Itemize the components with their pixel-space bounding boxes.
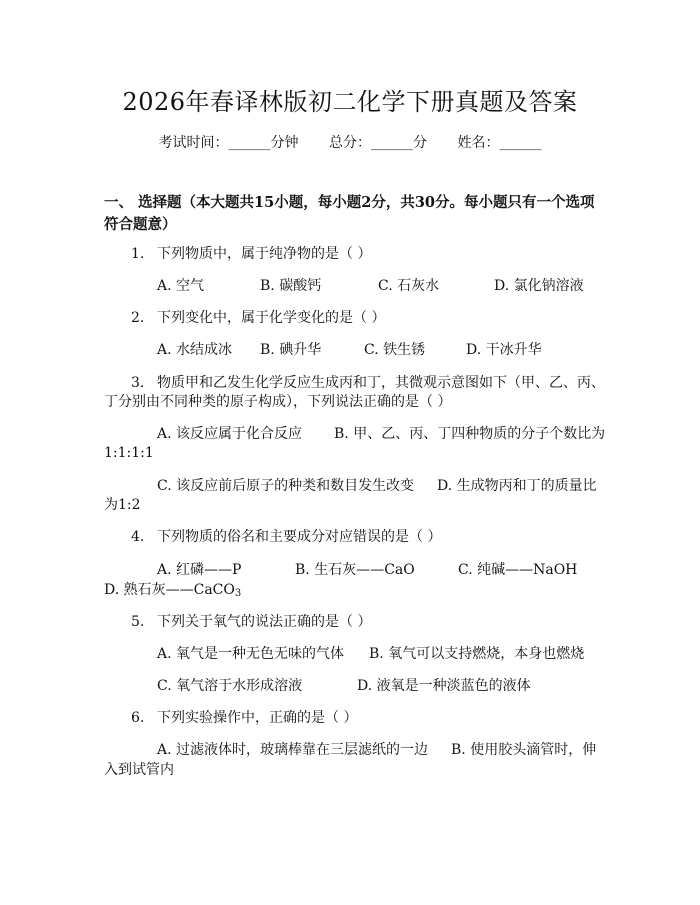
- option-a: A. 过滤液体时，玻璃棒靠在三层滤纸的一边: [157, 742, 429, 758]
- question-number: 1.: [131, 246, 145, 262]
- total-score-field: 总分：______分: [329, 135, 427, 151]
- question-number: 5.: [131, 614, 145, 630]
- option-b-continued: 1:1:1:1: [104, 445, 154, 461]
- option-a: A. 空气: [157, 278, 205, 294]
- option-d-continued: 为1:2: [104, 497, 141, 513]
- option-d: D. 氯化钠溶液: [494, 278, 584, 294]
- option-d: D. 液氧是一种淡蓝色的液体: [357, 678, 531, 694]
- option-c: C. 铁生锈: [364, 342, 426, 358]
- question-stem-line-1: 物质甲和乙发生化学反应生成丙和丁，其微观示意图如下（甲、乙、丙、: [157, 375, 605, 391]
- option-a: A. 水结成冰: [157, 342, 233, 358]
- option-b: B. 碳酸钙: [260, 278, 322, 294]
- question-number: 2.: [131, 310, 145, 326]
- option-b: B. 甲、乙、丙、丁四种物质的分子个数比为: [334, 426, 606, 442]
- question-stem-line-2: 丁分别由不同种类的原子构成），下列说法正确的是（ ）: [104, 394, 452, 410]
- option-d-text: D. 熟石灰——CaCO: [104, 582, 235, 598]
- option-a: A. 红磷——P: [157, 562, 242, 578]
- question-stem: 下列关于氧气的说法正确的是（ ）: [157, 614, 372, 630]
- option-c: C. 氧气溶于水形成溶液: [157, 678, 303, 694]
- question-number: 4.: [131, 529, 145, 545]
- question-stem: 下列物质的俗名和主要成分对应错误的是（ ）: [157, 529, 442, 545]
- option-b: B. 氧气可以支持燃烧，本身也燃烧: [369, 646, 585, 662]
- student-name-field: 姓名：______: [457, 135, 542, 151]
- question-stem: 下列实验操作中，正确的是（ ）: [157, 710, 358, 726]
- page-title: 2026年春译林版初二化学下册真题及答案: [122, 88, 578, 116]
- section-heading: 一、 选择题（本大题共15小题，每小题2分，共30分。每小题只有一个选项符合题意）: [104, 194, 595, 233]
- subscript-three: 3: [234, 588, 242, 599]
- exam-time-field: 考试时间：______分钟: [158, 135, 299, 151]
- option-a: A. 该反应属于化合反应: [157, 426, 303, 442]
- option-d: [104, 580, 241, 604]
- option-d: D. 生成物丙和丁的质量比: [437, 478, 597, 494]
- option-c: C. 纯碱——NaOH: [458, 562, 578, 578]
- option-d: D. 干冰升华: [466, 342, 542, 358]
- exam-info: [0, 132, 700, 152]
- option-a: A. 氧气是一种无色无味的气体: [157, 646, 345, 662]
- option-b: B. 使用胶头滴管时，伸: [451, 742, 597, 758]
- question-number: 3.: [131, 375, 145, 391]
- question-stem: 下列物质中，属于纯净物的是（ ）: [157, 246, 372, 262]
- option-c: C. 该反应前后原子的种类和数目发生改变: [157, 478, 415, 494]
- option-b: B. 碘升华: [260, 342, 322, 358]
- option-c: C. 石灰水: [378, 278, 440, 294]
- option-b-continued: 入到试管内: [104, 762, 174, 778]
- question-stem: 下列变化中，属于化学变化的是（ ）: [157, 310, 386, 326]
- question-number: 6.: [131, 710, 145, 726]
- option-b: B. 生石灰——CaO: [295, 562, 415, 578]
